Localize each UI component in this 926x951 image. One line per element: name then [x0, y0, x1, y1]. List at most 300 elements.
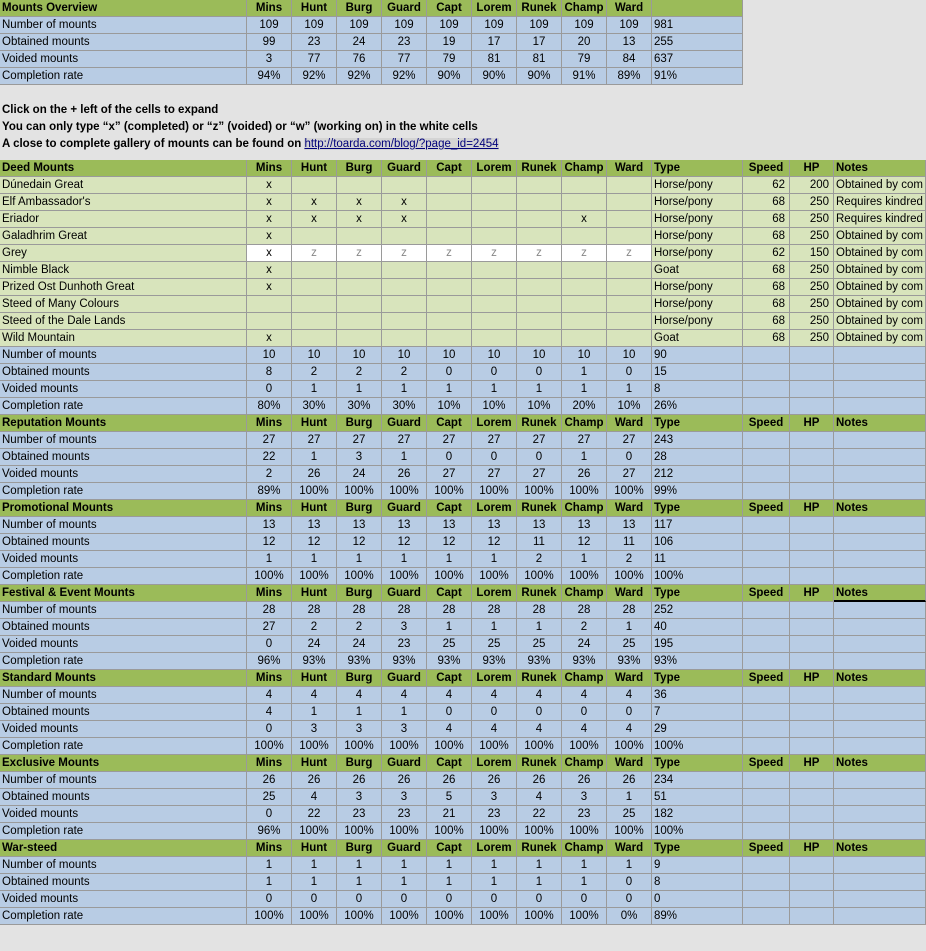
stat-value: 4: [382, 687, 427, 704]
stat-total: 243: [652, 432, 743, 449]
stat-value: 27: [472, 432, 517, 449]
stat-value: 84: [607, 51, 652, 68]
stat-value: 27: [382, 432, 427, 449]
mark-cell[interactable]: [472, 194, 517, 211]
stat-value: 109: [472, 17, 517, 34]
mount-name: Prized Ost Dunhoth Great: [0, 279, 247, 296]
stat-value: 4: [562, 687, 607, 704]
mark-cell[interactable]: z: [382, 245, 427, 262]
mark-cell[interactable]: [517, 194, 562, 211]
mark-cell[interactable]: [517, 313, 562, 330]
mark-cell[interactable]: [382, 296, 427, 313]
stat-value: 93%: [337, 653, 382, 670]
stat-value: 100%: [337, 908, 382, 925]
stat-value: 0: [517, 704, 562, 721]
mark-cell[interactable]: [472, 262, 517, 279]
mark-cell[interactable]: [562, 262, 607, 279]
stat-value: 100%: [517, 908, 562, 925]
stat-value: 0: [472, 891, 517, 908]
column-header-champ: Champ: [562, 415, 607, 432]
mark-cell[interactable]: x: [247, 211, 292, 228]
stat-value: 0: [607, 874, 652, 891]
stat-value: 100%: [427, 823, 472, 840]
mark-cell[interactable]: [427, 194, 472, 211]
mark-cell[interactable]: [517, 296, 562, 313]
empty-cell: [790, 517, 834, 534]
mark-cell[interactable]: [472, 296, 517, 313]
mark-cell[interactable]: [562, 228, 607, 245]
stat-value: 93%: [607, 653, 652, 670]
mark-cell[interactable]: [427, 313, 472, 330]
stat-value: 1: [607, 789, 652, 806]
mark-cell[interactable]: [337, 262, 382, 279]
stat-value: 1: [292, 551, 337, 568]
war-steed-stat-row: [0, 857, 926, 874]
mount-notes: Obtained by com: [834, 262, 926, 279]
stat-total: 26%: [652, 398, 743, 415]
stat-value: 3: [247, 51, 292, 68]
stat-value: 100%: [382, 908, 427, 925]
stat-value: 4: [292, 687, 337, 704]
stat-value: 0: [517, 891, 562, 908]
empty-cell: [834, 721, 926, 738]
column-header-hunt: Hunt: [292, 840, 337, 857]
stat-label: Completion rate: [0, 568, 247, 585]
stat-value: 27: [517, 432, 562, 449]
column-header-runek: Runek: [517, 160, 562, 177]
mark-cell[interactable]: [337, 296, 382, 313]
mark-cell[interactable]: x: [247, 194, 292, 211]
mark-cell[interactable]: [292, 313, 337, 330]
mark-cell[interactable]: [337, 330, 382, 347]
mark-cell[interactable]: [337, 279, 382, 296]
empty-cell: [790, 602, 834, 619]
empty-cell: [834, 398, 926, 415]
mount-type: Horse/pony: [652, 313, 743, 330]
mark-cell[interactable]: z: [427, 245, 472, 262]
empty-cell: [834, 602, 926, 619]
stat-value: 10: [517, 347, 562, 364]
stat-value: 100%: [517, 738, 562, 755]
mark-cell[interactable]: [427, 296, 472, 313]
mark-cell[interactable]: [247, 296, 292, 313]
stat-value: 100%: [292, 908, 337, 925]
notes-header: Notes: [834, 415, 926, 432]
mark-cell[interactable]: [472, 211, 517, 228]
stat-value: 100%: [607, 823, 652, 840]
mark-cell[interactable]: [517, 279, 562, 296]
mark-cell[interactable]: x: [382, 194, 427, 211]
stat-value: 2: [382, 364, 427, 381]
stat-value: 4: [337, 687, 382, 704]
column-header-hunt: Hunt: [292, 755, 337, 772]
mark-cell[interactable]: [427, 228, 472, 245]
mark-cell[interactable]: [292, 279, 337, 296]
mark-cell[interactable]: [382, 177, 427, 194]
mark-cell[interactable]: [292, 330, 337, 347]
stat-value: 0: [247, 636, 292, 653]
speed-header: Speed: [743, 670, 790, 687]
mark-cell[interactable]: [607, 279, 652, 296]
mount-hp: 250: [790, 296, 834, 313]
empty-cell: [743, 721, 790, 738]
stat-value: 1: [292, 449, 337, 466]
stat-value: 24: [292, 636, 337, 653]
stat-value: 1: [562, 381, 607, 398]
war-steed-stat-row: [0, 874, 926, 891]
stat-value: 1: [562, 551, 607, 568]
mark-cell[interactable]: [382, 279, 427, 296]
stat-value: 0: [607, 364, 652, 381]
empty-cell: [834, 347, 926, 364]
stat-value: 92%: [382, 68, 427, 85]
mark-cell[interactable]: x: [337, 211, 382, 228]
stat-value: 0: [247, 891, 292, 908]
mark-cell[interactable]: z: [472, 245, 517, 262]
column-header-hunt: Hunt: [292, 670, 337, 687]
stat-value: 100%: [427, 738, 472, 755]
mark-cell[interactable]: [472, 177, 517, 194]
column-header-champ: Champ: [562, 585, 607, 602]
stat-label: Number of mounts: [0, 857, 247, 874]
column-header-capt: Capt: [427, 415, 472, 432]
stat-value: 93%: [382, 653, 427, 670]
mark-cell[interactable]: [607, 211, 652, 228]
stat-value: 1: [472, 857, 517, 874]
stat-value: 4: [607, 687, 652, 704]
stat-value: 3: [382, 619, 427, 636]
gallery-link[interactable]: http://toarda.com/blog/?page_id=2454: [304, 138, 499, 150]
stat-total: 637: [652, 51, 743, 68]
column-header-guard: Guard: [382, 0, 427, 17]
mark-cell[interactable]: [562, 296, 607, 313]
stat-value: 1: [562, 857, 607, 874]
empty-cell: [743, 534, 790, 551]
mark-cell[interactable]: [562, 313, 607, 330]
standard-mounts-header-row: [0, 670, 926, 687]
mark-cell[interactable]: [382, 330, 427, 347]
stat-value: 10%: [517, 398, 562, 415]
mark-cell[interactable]: [607, 262, 652, 279]
type-header: Type: [652, 585, 743, 602]
hp-header: HP: [790, 840, 834, 857]
stat-label: Voided mounts: [0, 51, 247, 68]
stat-value: 12: [562, 534, 607, 551]
deed-mounts-stat-row: [0, 381, 926, 398]
reputation-mounts-stat-row: [0, 483, 926, 500]
stat-value: 10: [247, 347, 292, 364]
stat-value: 80%: [247, 398, 292, 415]
stat-value: 4: [517, 687, 562, 704]
stat-value: 24: [337, 34, 382, 51]
mark-cell[interactable]: z: [607, 245, 652, 262]
stat-value: 1: [427, 551, 472, 568]
column-header-runek: Runek: [517, 415, 562, 432]
stat-value: 12: [427, 534, 472, 551]
exclusive-mounts-header-row: [0, 755, 926, 772]
stat-label: Obtained mounts: [0, 449, 247, 466]
stat-value: 22: [292, 806, 337, 823]
mark-cell[interactable]: x: [247, 245, 292, 262]
promotional-mounts-title: Promotional Mounts: [0, 500, 247, 517]
mark-cell[interactable]: [337, 177, 382, 194]
stat-value: 0: [247, 721, 292, 738]
hp-header: HP: [790, 670, 834, 687]
stat-value: 23: [472, 806, 517, 823]
standard-mounts-stat-row: [0, 687, 926, 704]
mark-cell[interactable]: z: [562, 245, 607, 262]
stat-total: 100%: [652, 568, 743, 585]
mark-cell[interactable]: [292, 296, 337, 313]
empty-cell: [790, 874, 834, 891]
mark-cell[interactable]: x: [382, 211, 427, 228]
mark-cell[interactable]: [337, 313, 382, 330]
mark-cell[interactable]: [607, 296, 652, 313]
mount-hp: 250: [790, 228, 834, 245]
standard-mounts-title: Standard Mounts: [0, 670, 247, 687]
mark-cell[interactable]: [607, 194, 652, 211]
mark-cell[interactable]: z: [517, 245, 562, 262]
empty-cell: [834, 466, 926, 483]
speed-header: Speed: [743, 500, 790, 517]
column-header-guard: Guard: [382, 840, 427, 857]
stat-total: 100%: [652, 738, 743, 755]
mark-cell[interactable]: [292, 177, 337, 194]
stat-value: 1: [382, 704, 427, 721]
mount-row: [0, 330, 926, 347]
deed-mounts-header-row: [0, 160, 926, 177]
mark-cell[interactable]: [607, 177, 652, 194]
stat-value: 0: [607, 891, 652, 908]
empty-cell: [790, 364, 834, 381]
empty-cell: [834, 432, 926, 449]
empty-cell: [834, 517, 926, 534]
mark-cell[interactable]: x: [247, 228, 292, 245]
stat-value: 23: [562, 806, 607, 823]
stat-total: 182: [652, 806, 743, 823]
mark-cell[interactable]: [247, 313, 292, 330]
stat-total: 8: [652, 874, 743, 891]
mark-cell[interactable]: [517, 262, 562, 279]
stat-value: 26: [337, 772, 382, 789]
column-header-ward: Ward: [607, 840, 652, 857]
stat-value: 1: [382, 449, 427, 466]
overview-stat-row: [0, 68, 926, 85]
stat-value: 0: [472, 704, 517, 721]
stat-value: 1: [427, 381, 472, 398]
stat-value: 27: [607, 466, 652, 483]
mark-cell[interactable]: [472, 228, 517, 245]
stat-value: 100%: [562, 568, 607, 585]
stat-value: 28: [562, 602, 607, 619]
stat-value: 1: [337, 551, 382, 568]
promotional-mounts-stat-row: [0, 568, 926, 585]
mark-cell[interactable]: [292, 228, 337, 245]
empty-cell: [743, 517, 790, 534]
stat-label: Voided mounts: [0, 891, 247, 908]
mark-cell[interactable]: x: [292, 194, 337, 211]
mark-cell[interactable]: [472, 313, 517, 330]
column-header-ward: Ward: [607, 585, 652, 602]
mark-cell[interactable]: [427, 279, 472, 296]
stat-value: 13: [427, 517, 472, 534]
mark-cell[interactable]: [607, 228, 652, 245]
empty-cell: [743, 653, 790, 670]
mount-hp: 200: [790, 177, 834, 194]
mark-cell[interactable]: x: [562, 211, 607, 228]
stat-value: 4: [292, 789, 337, 806]
stat-label: Completion rate: [0, 908, 247, 925]
type-header: Type: [652, 500, 743, 517]
stat-value: 12: [292, 534, 337, 551]
promotional-mounts-header-row: [0, 500, 926, 517]
stat-value: 10: [337, 347, 382, 364]
mark-cell[interactable]: x: [247, 330, 292, 347]
mark-cell[interactable]: [382, 228, 427, 245]
mark-cell[interactable]: [382, 262, 427, 279]
standard-mounts-stat-row: [0, 704, 926, 721]
mark-cell[interactable]: x: [292, 211, 337, 228]
empty-cell: [834, 857, 926, 874]
stat-value: 93%: [472, 653, 517, 670]
stat-value: 3: [472, 789, 517, 806]
stat-value: 91%: [562, 68, 607, 85]
stat-value: 100%: [427, 483, 472, 500]
mark-cell[interactable]: x: [247, 279, 292, 296]
stat-value: 1: [292, 874, 337, 891]
mark-cell[interactable]: [562, 330, 607, 347]
stat-label: Obtained mounts: [0, 874, 247, 891]
hp-header: HP: [790, 415, 834, 432]
mark-cell[interactable]: [517, 228, 562, 245]
mark-cell[interactable]: [607, 330, 652, 347]
mark-cell[interactable]: [562, 177, 607, 194]
stat-value: 4: [427, 687, 472, 704]
stat-value: 1: [427, 857, 472, 874]
stat-value: 1: [337, 874, 382, 891]
stat-value: 1: [607, 381, 652, 398]
mark-cell[interactable]: z: [337, 245, 382, 262]
stat-total: 28: [652, 449, 743, 466]
mount-speed: 68: [743, 194, 790, 211]
stat-value: 100%: [337, 483, 382, 500]
empty-cell: [743, 704, 790, 721]
mark-cell[interactable]: [427, 262, 472, 279]
column-header-capt: Capt: [427, 500, 472, 517]
mount-name: Grey: [0, 245, 247, 262]
stat-value: 28: [337, 602, 382, 619]
mark-cell[interactable]: [337, 228, 382, 245]
stat-value: 100%: [292, 738, 337, 755]
stat-label: Number of mounts: [0, 347, 247, 364]
column-header-mins: Mins: [247, 755, 292, 772]
stat-label: Obtained mounts: [0, 789, 247, 806]
stat-value: 10: [607, 347, 652, 364]
stat-value: 1: [427, 619, 472, 636]
mark-cell[interactable]: [607, 313, 652, 330]
column-header-capt: Capt: [427, 670, 472, 687]
mark-cell[interactable]: [427, 211, 472, 228]
stat-value: 10%: [472, 398, 517, 415]
stat-value: 1: [427, 874, 472, 891]
mark-cell[interactable]: [292, 262, 337, 279]
empty-cell: [790, 619, 834, 636]
stat-value: 100%: [562, 483, 607, 500]
mark-cell[interactable]: x: [247, 177, 292, 194]
mark-cell[interactable]: z: [292, 245, 337, 262]
column-header-ward: Ward: [607, 755, 652, 772]
stat-value: 0: [247, 381, 292, 398]
column-header-burg: Burg: [337, 755, 382, 772]
column-header-capt: Capt: [427, 585, 472, 602]
mark-cell[interactable]: [472, 279, 517, 296]
empty-cell: [790, 347, 834, 364]
column-header-runek: Runek: [517, 755, 562, 772]
stat-value: 8: [247, 364, 292, 381]
stat-value: 30%: [292, 398, 337, 415]
column-header-champ: Champ: [562, 160, 607, 177]
column-header-hunt: Hunt: [292, 0, 337, 17]
empty-cell: [790, 857, 834, 874]
column-header-champ: Champ: [562, 755, 607, 772]
column-header-mins: Mins: [247, 840, 292, 857]
stat-total: 100%: [652, 823, 743, 840]
stat-label: Obtained mounts: [0, 619, 247, 636]
mark-cell[interactable]: [562, 279, 607, 296]
mark-cell[interactable]: x: [247, 262, 292, 279]
column-header-capt: Capt: [427, 0, 472, 17]
mark-cell[interactable]: [517, 177, 562, 194]
column-header-hunt: Hunt: [292, 585, 337, 602]
empty-cell: [790, 398, 834, 415]
mount-type: Goat: [652, 262, 743, 279]
stat-value: 1: [337, 381, 382, 398]
reputation-mounts-title: Reputation Mounts: [0, 415, 247, 432]
mark-cell[interactable]: [382, 313, 427, 330]
column-header-guard: Guard: [382, 160, 427, 177]
stat-total: 195: [652, 636, 743, 653]
stat-value: 76: [337, 51, 382, 68]
stat-value: 13: [517, 517, 562, 534]
mark-cell[interactable]: [562, 194, 607, 211]
column-header-ward: Ward: [607, 670, 652, 687]
column-header-lorem: Lorem: [472, 585, 517, 602]
mark-cell[interactable]: [427, 177, 472, 194]
stat-value: 100%: [517, 823, 562, 840]
festival-event-mounts-stat-row: [0, 653, 926, 670]
mark-cell[interactable]: [427, 330, 472, 347]
mark-cell[interactable]: x: [337, 194, 382, 211]
mount-row: [0, 245, 926, 262]
column-header-runek: Runek: [517, 0, 562, 17]
stat-value: 0: [607, 449, 652, 466]
mark-cell[interactable]: [517, 211, 562, 228]
column-header-champ: Champ: [562, 500, 607, 517]
stat-value: 28: [427, 602, 472, 619]
mark-cell[interactable]: [472, 330, 517, 347]
stat-value: 77: [382, 51, 427, 68]
stat-value: 28: [292, 602, 337, 619]
mark-cell[interactable]: [517, 330, 562, 347]
stat-value: 25: [427, 636, 472, 653]
empty-cell: [834, 568, 926, 585]
mount-name: Steed of the Dale Lands: [0, 313, 247, 330]
stat-value: 100%: [472, 568, 517, 585]
empty-cell: [743, 466, 790, 483]
empty-cell: [743, 347, 790, 364]
empty-cell: [790, 721, 834, 738]
stat-value: 1: [382, 381, 427, 398]
